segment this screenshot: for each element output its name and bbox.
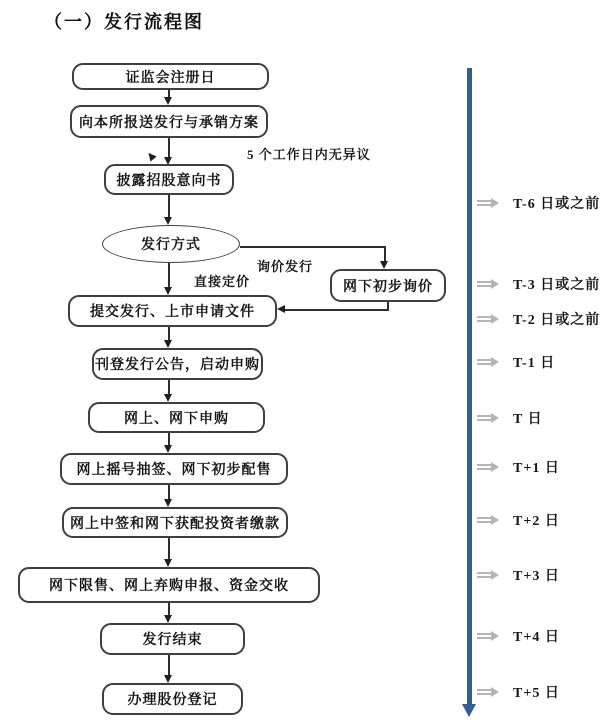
right-arrow-icon (477, 357, 499, 367)
right-arrow-icon (477, 515, 499, 525)
flow-node-submit-issuance-plan (70, 105, 268, 138)
edge-label-no-objection: 5 个工作日内无异议 (247, 147, 371, 162)
timeline-label: T 日 (513, 412, 543, 427)
flow-node-lockup-abandonment-settlement (18, 567, 320, 603)
arrow-down-icon (164, 394, 172, 402)
timeline-item (477, 407, 543, 429)
timeline-label: T-2 日或之前 (513, 313, 600, 328)
flow-node-label: 网上摇号抽签、网下初步配售 (76, 463, 272, 478)
flow-node-offline-preliminary-inquiry (330, 269, 446, 302)
flow-node-issuance-end (100, 623, 245, 655)
timeline-item (477, 509, 560, 531)
connector-line (168, 138, 170, 158)
arrow-down-icon (164, 615, 172, 623)
edge-label-direct-pricing: 直接定价 (194, 274, 251, 289)
flow-node-share-registration (102, 683, 243, 715)
flow-node-label: 提交发行、上市申请文件 (90, 305, 255, 320)
edge-label-inquiry-issuance: 询价发行 (257, 259, 314, 274)
arrow-down-icon (164, 340, 172, 348)
arrow-left-icon (277, 305, 285, 313)
flow-node-investor-payment (62, 507, 288, 538)
flow-node-disclose-prospectus (104, 164, 234, 195)
timeline-axis-line (467, 68, 472, 706)
arrow-down-icon (164, 157, 172, 165)
flow-node-submit-application-documents (68, 295, 277, 327)
connector-line (168, 485, 170, 500)
arrow-down-icon (164, 499, 172, 507)
timeline-label: T-6 日或之前 (513, 197, 600, 212)
connector-line (240, 246, 386, 248)
connector-line (168, 263, 170, 288)
right-arrow-icon (477, 198, 499, 208)
arrow-down-icon (164, 97, 172, 105)
arrow-down-icon (164, 287, 172, 295)
connector-line (168, 655, 170, 676)
right-arrow-icon (477, 462, 499, 472)
flow-node-online-offline-subscription (88, 402, 265, 433)
connector-line (168, 538, 170, 560)
arrow-down-icon (164, 217, 172, 225)
flow-node-label: 网下限售、网上弃购申报、资金交收 (49, 579, 289, 594)
timeline-label: T-1 日 (513, 356, 556, 371)
timeline-item (477, 308, 600, 330)
timeline-label: T+2 日 (513, 514, 560, 529)
timeline-label: T+3 日 (513, 569, 560, 584)
flow-node-label: 网下初步询价 (343, 279, 433, 295)
flow-node-label: 发行方式 (141, 238, 201, 253)
connector-line (168, 380, 170, 395)
connector-line (168, 327, 170, 341)
connector-line (285, 309, 388, 311)
connector-line (168, 195, 170, 218)
timeline-item (477, 273, 600, 295)
flow-node-label: 网上、网下申购 (124, 411, 229, 427)
flow-node-label: 刊登发行公告，启动申购 (95, 358, 260, 373)
flow-node-label: 发行结束 (142, 633, 203, 648)
flow-node-label: 办理股份登记 (127, 693, 218, 708)
arrow-down-icon (380, 261, 388, 269)
flow-node-lottery-and-preliminary-placement (60, 453, 288, 485)
timeline-item (477, 456, 560, 478)
flow-node-label: 披露招股意向书 (116, 173, 222, 189)
timeline-item (477, 681, 560, 703)
arrow-up-left-icon (145, 150, 156, 161)
flow-node-label: 证监会注册日 (125, 70, 216, 86)
timeline-label: T+4 日 (513, 630, 560, 645)
timeline-item (477, 625, 560, 647)
connector-line (384, 246, 386, 262)
timeline-label: T+1 日 (513, 461, 560, 476)
right-arrow-icon (477, 631, 499, 641)
timeline-label: T-3 日或之前 (513, 278, 600, 293)
arrow-down-icon (164, 559, 172, 567)
flow-node-publish-announcement (92, 348, 263, 380)
right-arrow-icon (477, 279, 499, 289)
right-arrow-icon (477, 314, 499, 324)
arrow-down-icon (164, 445, 172, 453)
timeline-item (477, 192, 600, 214)
timeline-axis-arrow-icon (462, 704, 476, 717)
page-title: （一）发行流程图 (44, 12, 204, 32)
flow-node-label: 向本所报送发行与承销方案 (79, 115, 259, 131)
flow-node-issuance-method (102, 225, 240, 263)
flow-node-csrc-registration (72, 63, 269, 90)
right-arrow-icon (477, 413, 499, 423)
arrow-down-icon (164, 675, 172, 683)
timeline-item (477, 564, 560, 586)
right-arrow-icon (477, 687, 499, 697)
right-arrow-icon (477, 570, 499, 580)
flow-node-label: 网上中签和网下获配投资者缴款 (70, 516, 280, 532)
timeline-label: T+5 日 (513, 686, 560, 701)
timeline-item (477, 351, 555, 373)
